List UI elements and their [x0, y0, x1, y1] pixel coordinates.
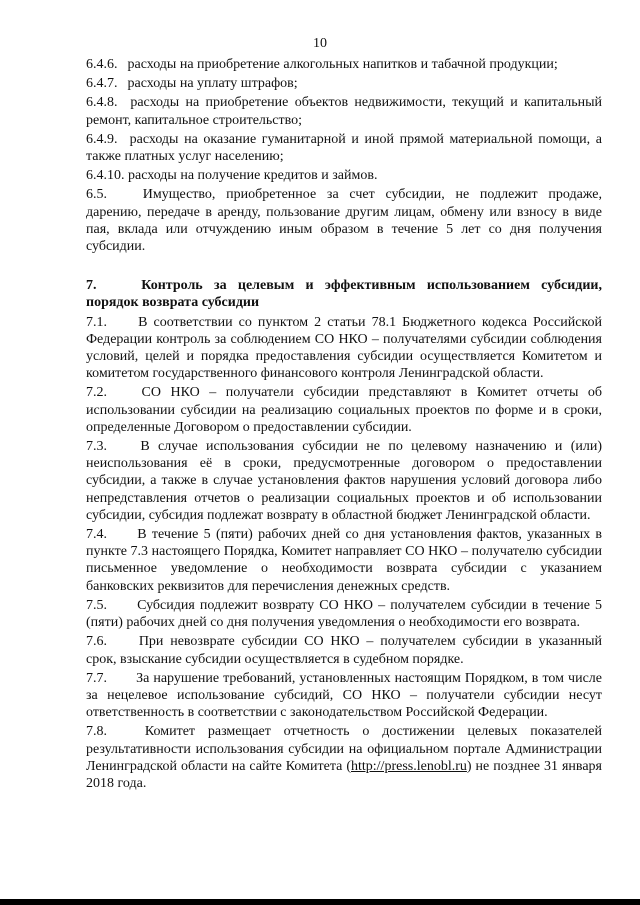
item-text: В случае использования субсидии не по целевому назначению и (или) неиспользования её в сроки, предусмотренные договором о предоставлении субсидии, а также в случае установления фактов нарушения условий договора либо непредставления отчетов о реализации социальных проектов и об использовании субсидии, субсидия подлежат возврату в областной бюджет Ленинградской области.	[86, 439, 603, 523]
list-item-6-4-10	[86, 167, 602, 184]
item-number: 6.5.	[86, 187, 107, 203]
item-text: При невозврате субсидии СО НКО – получателем субсидии в указанный срок, взыскание субсидии осуществляется в судебном порядке.	[86, 634, 602, 667]
item-number: 6.4.6.	[86, 57, 118, 72]
item-text-end: ) не позднее 31 января 2018 года.	[86, 758, 602, 791]
list-item-7-7	[86, 670, 602, 722]
list-item-6-4-7	[86, 75, 602, 92]
item-text: СО НКО – получатели субсидии представляют в Комитет отчеты об использовании субсидии на реализацию социальных проектов по форме и в сроки, определенные Договором о предоставлении субсидии.	[86, 385, 603, 435]
item-text: расходы на оказание гуманитарной и иной прямой материальной помощи, а также платных услуг населению;	[86, 131, 602, 165]
item-text: За нарушение требований, установленных настоящим Порядком, в том числе за нецелевое использование субсидий, СО НКО – получатели субсидии несут ответственность в соответствии с законодательством Российской Федерации.	[86, 670, 603, 721]
item-text: Имущество, приобретенное за счет субсидии, не подлежит продаже, дарению, передаче в аренду, пользование другим лицам, обмену или взносу в виде пая, вклада или отчуждению иным образом в течение 5 лет со дня получения субсидии.	[86, 187, 603, 255]
item-number: 7.3.	[86, 439, 107, 455]
item-number: 7.1.	[86, 314, 107, 330]
item-number: 7.6.	[86, 634, 107, 650]
item-number: 7.7.	[86, 670, 107, 686]
list-item-6-4-9	[86, 131, 602, 165]
page-number: 10	[313, 36, 327, 51]
item-text: расходы на получение кредитов и займов.	[128, 168, 378, 184]
item-number: 6.4.9.	[86, 131, 118, 147]
item-number: 6.4.10.	[86, 168, 125, 184]
committee-website-link[interactable]: http://press.lenobl.ru	[351, 758, 467, 774]
list-item-6-4-8	[54, 94, 602, 128]
section-title: Контроль за целевым и эффективным использованием субсидии, порядок возврата субсидии	[86, 278, 602, 311]
list-item-7-2	[86, 384, 602, 436]
section-heading-7	[86, 277, 602, 311]
item-number: 7.4.	[86, 527, 107, 543]
item-text: В течение 5 (пяти) рабочих дней со дня установления фактов, указанных в пункте 7.3 настоящего Порядка, Комитет направляет СО НКО – получателю субсидии письменное уведомление о необходимости возврата субсидии с указанием банковских реквизитов для перечисления денежных средств.	[86, 527, 602, 594]
item-text: расходы на приобретение алкогольных напитков и табачной продукции;	[127, 57, 558, 72]
list-item-6-5	[86, 186, 602, 255]
list-item-7-6	[86, 633, 602, 667]
document-body	[86, 56, 602, 794]
item-number: 6.4.7.	[86, 76, 118, 92]
item-text: расходы на приобретение объектов недвижимости, текущий и капитальный ремонт, капитальное строительство;	[86, 95, 602, 128]
list-item-7-4	[86, 526, 602, 595]
list-item-7-3	[86, 438, 602, 524]
scan-border	[0, 899, 640, 905]
list-item-7-5	[86, 597, 602, 631]
list-item-6-4-6	[86, 56, 602, 73]
item-number: 7.5.	[86, 597, 107, 613]
item-text: В соответствии со пунктом 2 статьи 78.1 Бюджетного кодекса Российской Федерации контроль за соблюдением СО НКО – получателями субсидии соблюдения условий, целей и порядка предоставления субсидии осуществляется Комитетом и комитетом государственного финансового контроля Ленинградской области.	[86, 314, 603, 382]
list-item-7-8	[86, 723, 602, 792]
item-number: 7.2.	[86, 385, 107, 401]
item-text: Комитет размещает отчетность о достижении целевых показателей результативности использования субсидии на официальном портале Администрации Ленинградской области на сайте Комитета (	[86, 724, 602, 774]
item-text: Субсидия подлежит возврату СО НКО – получателем субсидии в течение 5 (пяти) рабочих дней со дня получения уведомления о необходимости его возврата.	[86, 597, 603, 631]
item-number: 6.4.8.	[86, 95, 118, 111]
item-number: 7.8.	[86, 724, 107, 740]
item-text: расходы на уплату штрафов;	[127, 76, 298, 92]
list-item-7-1	[86, 314, 602, 383]
section-number: 7.	[86, 278, 97, 294]
